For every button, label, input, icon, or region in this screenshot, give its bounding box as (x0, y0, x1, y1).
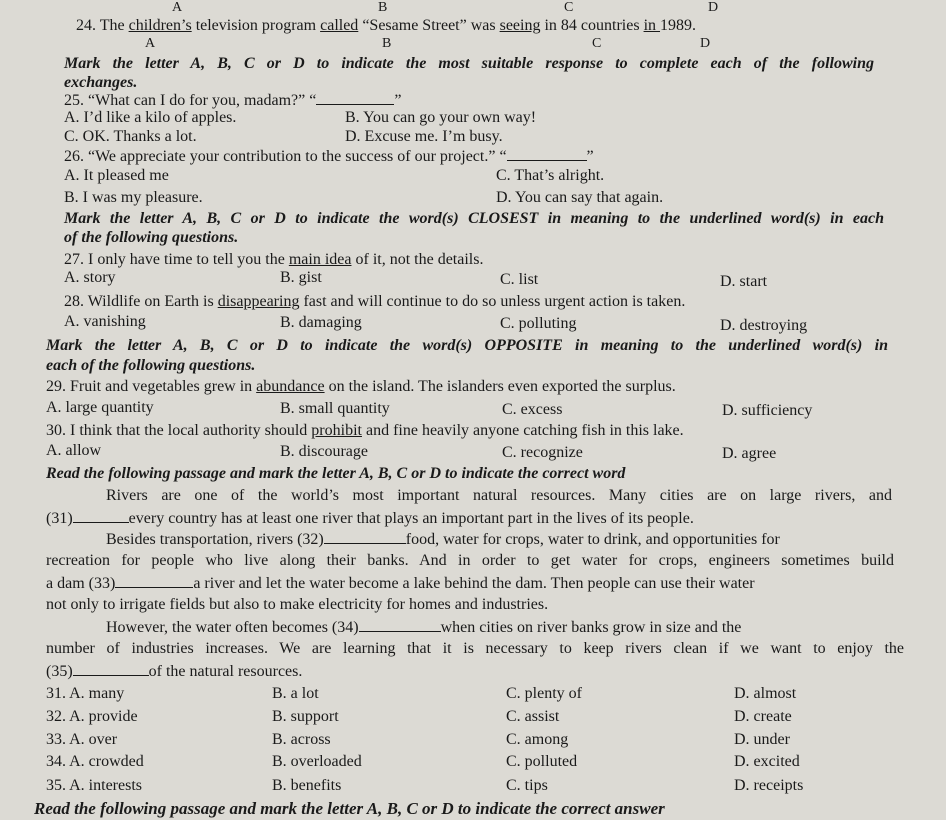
q26-option-c: C. That’s alright. (496, 167, 605, 184)
q34-option-a: 34. A. crowded (46, 753, 144, 770)
q35-option-a: 35. A. interests (46, 777, 142, 794)
q24-underline-a: children’s (128, 17, 192, 34)
q27-text-post: of it, not the details. (351, 251, 484, 268)
q28-text-pre: 28. Wildlife on Earth is (64, 293, 218, 310)
q30-underlined: prohibit (311, 422, 362, 439)
q24-label-c-top: C (564, 0, 574, 15)
q30-text-pre: 30. I think that the local authority should (46, 422, 312, 439)
q24-label-a-top: A (172, 0, 183, 15)
q25-option-c: C. OK. Thanks a lot. (64, 128, 197, 145)
q29-text-post: on the island. The islanders even exported the surplus. (324, 378, 676, 395)
passage-line-2 (46, 508, 694, 529)
question-27 (64, 250, 483, 270)
question-29 (46, 377, 676, 397)
q34-option-b: B. overloaded (272, 753, 362, 770)
question-26 (64, 146, 594, 167)
blank-35 (73, 661, 149, 676)
instruction-exchanges-line2: exchanges. (64, 74, 138, 91)
q24-underline-d: in (643, 17, 661, 34)
q24-text-2: television program (191, 17, 321, 34)
q27-option-b: B. gist (280, 269, 322, 286)
q27-option-d: D. start (720, 273, 768, 290)
q24-label-c: C (592, 36, 602, 51)
instruction-passage-answer: Read the following passage and mark the letter A, B, C or D to indicate the correct answer (34, 799, 665, 818)
q24-text-4: in 84 countries (540, 17, 644, 34)
q24-underline-c: seeing (499, 17, 541, 34)
q28-option-b: B. damaging (280, 314, 362, 331)
q35-option-b: B. benefits (272, 777, 342, 794)
passage-line-2-text: every country has at least one river that plays an important part in the lives of its people. (128, 510, 694, 527)
q30-option-b: B. discourage (280, 443, 368, 460)
instruction-closest-line2: of the following questions. (64, 229, 239, 246)
blank-32 (324, 529, 406, 544)
blank-34 (359, 617, 441, 632)
q26-blank (507, 146, 587, 161)
blank-33 (115, 573, 193, 588)
q31-option-b: B. a lot (272, 685, 319, 702)
passage-line-9-text: of the natural resources. (148, 663, 303, 680)
passage-line-6: not only to irrigate fields but also to make electricity for homes and industries. (46, 596, 549, 613)
q25-option-d: D. Excuse me. I’m busy. (345, 128, 503, 145)
q32-option-a: 32. A. provide (46, 708, 138, 725)
q26-stem: 26. “We appreciate your contribution to the success of our project.” “ (64, 148, 507, 165)
passage-line-5 (46, 573, 755, 594)
q34-option-c: C. polluted (506, 753, 578, 770)
q27-option-c: C. list (500, 271, 539, 288)
q30-option-c: C. recognize (502, 444, 583, 461)
passage-line-3-text: food, water for crops, water to drink, and opportunities for (405, 531, 780, 548)
q24-label-d: D (700, 36, 711, 51)
blank-31 (73, 508, 129, 523)
q24-label-b-top: B (378, 0, 388, 15)
q34-option-d: D. excited (734, 753, 800, 770)
q24-underline-b: called (320, 17, 359, 34)
q33-option-b: B. across (272, 731, 331, 748)
q32-option-d: D. create (734, 708, 792, 725)
q30-option-a: A. allow (46, 442, 102, 459)
q30-text-post: and fine heavily anyone catching fish in this lake. (361, 422, 684, 439)
blank-32-label: Besides transportation, rivers (32) (106, 531, 324, 548)
q25-option-b: B. You can go your own way! (345, 109, 537, 126)
q26-option-b: B. I was my pleasure. (64, 189, 203, 206)
q25-close-quote: ” (394, 92, 402, 109)
q29-text-pre: 29. Fruit and vegetables grew in (46, 378, 257, 395)
q35-option-d: D. receipts (734, 777, 804, 794)
instruction-closest-line1: Mark the letter A, B, C or D to indicate the word(s) CLOSEST in meaning to the underlined word(s) in each (64, 210, 884, 227)
q25-stem: 25. “What can I do for you, madam?” “ (64, 92, 317, 109)
blank-33-label: a dam (33) (46, 575, 116, 592)
q32-option-b: B. support (272, 708, 339, 725)
instruction-opposite-line1: Mark the letter A, B, C or D to indicate the word(s) OPPOSITE in meaning to the underlined word(s) in (46, 337, 888, 354)
q26-option-d: D. You can say that again. (496, 189, 664, 206)
q29-option-b: B. small quantity (280, 400, 390, 417)
q30-option-d: D. agree (722, 445, 777, 462)
q35-option-c: C. tips (506, 777, 548, 794)
q24-text-3: “Sesame Street” was (358, 17, 500, 34)
q26-close-quote: ” (586, 148, 594, 165)
q29-underlined: abundance (256, 378, 325, 395)
q28-option-d: D. destroying (720, 317, 808, 334)
passage-line-5-text: a river and let the water become a lake behind the dam. Then people can use their water (193, 575, 755, 592)
q24-label-b: B (382, 36, 392, 51)
question-24 (76, 16, 696, 36)
q29-option-d: D. sufficiency (722, 402, 813, 419)
q31-option-a: 31. A. many (46, 685, 125, 702)
passage-line-3 (106, 529, 780, 550)
q24-label-a: A (145, 36, 156, 51)
q27-option-a: A. story (64, 269, 116, 286)
question-28 (64, 292, 685, 312)
passage-line-4: recreation for people who live along their banks. And in order to get water for crops, engineers sometimes build (46, 552, 894, 569)
blank-34-label: However, the water often becomes (34) (106, 619, 359, 636)
passage-line-8: number of industries increases. We are learning that it is necessary to keep rivers clean if we want to enjoy the (46, 640, 904, 657)
passage-line-9 (46, 661, 302, 682)
blank-35-label: (35) (46, 663, 73, 680)
q28-underlined: disappearing (217, 293, 300, 310)
q24-label-d-top: D (708, 0, 719, 15)
q29-option-a: A. large quantity (46, 399, 154, 416)
q24-text-1: 24. The (76, 17, 129, 34)
q32-option-c: C. assist (506, 708, 560, 725)
q25-blank (316, 90, 394, 105)
q33-option-c: C. among (506, 731, 569, 748)
question-30 (46, 421, 684, 441)
blank-31-label: (31) (46, 510, 73, 527)
q29-option-c: C. excess (502, 401, 563, 418)
instruction-passage-word: Read the following passage and mark the letter A, B, C or D to indicate the correct word (46, 465, 626, 482)
q27-underlined: main idea (288, 251, 352, 268)
passage-line-7-text: when cities on river banks grow in size and the (440, 619, 742, 636)
passage-line-1: Rivers are one of the world’s most important natural resources. Many cities are on large rivers, and (106, 487, 892, 504)
passage-line-7 (106, 617, 741, 638)
instruction-exchanges-line1: Mark the letter A, B, C or D to indicate the most suitable response to complete each of the following (64, 55, 874, 72)
q28-text-post: fast and will continue to do so unless urgent action is taken. (299, 293, 686, 310)
q31-option-d: D. almost (734, 685, 797, 702)
q27-text-pre: 27. I only have time to tell you the (64, 251, 289, 268)
q26-option-a: A. It pleased me (64, 167, 169, 184)
q33-option-d: D. under (734, 731, 790, 748)
q25-option-a: A. I’d like a kilo of apples. (64, 109, 237, 126)
q31-option-c: C. plenty of (506, 685, 582, 702)
q33-option-a: 33. A. over (46, 731, 118, 748)
instruction-opposite-line2: each of the following questions. (46, 357, 256, 374)
q28-option-c: C. polluting (500, 315, 577, 332)
q24-text-5: 1989. (660, 17, 697, 34)
q28-option-a: A. vanishing (64, 313, 146, 330)
